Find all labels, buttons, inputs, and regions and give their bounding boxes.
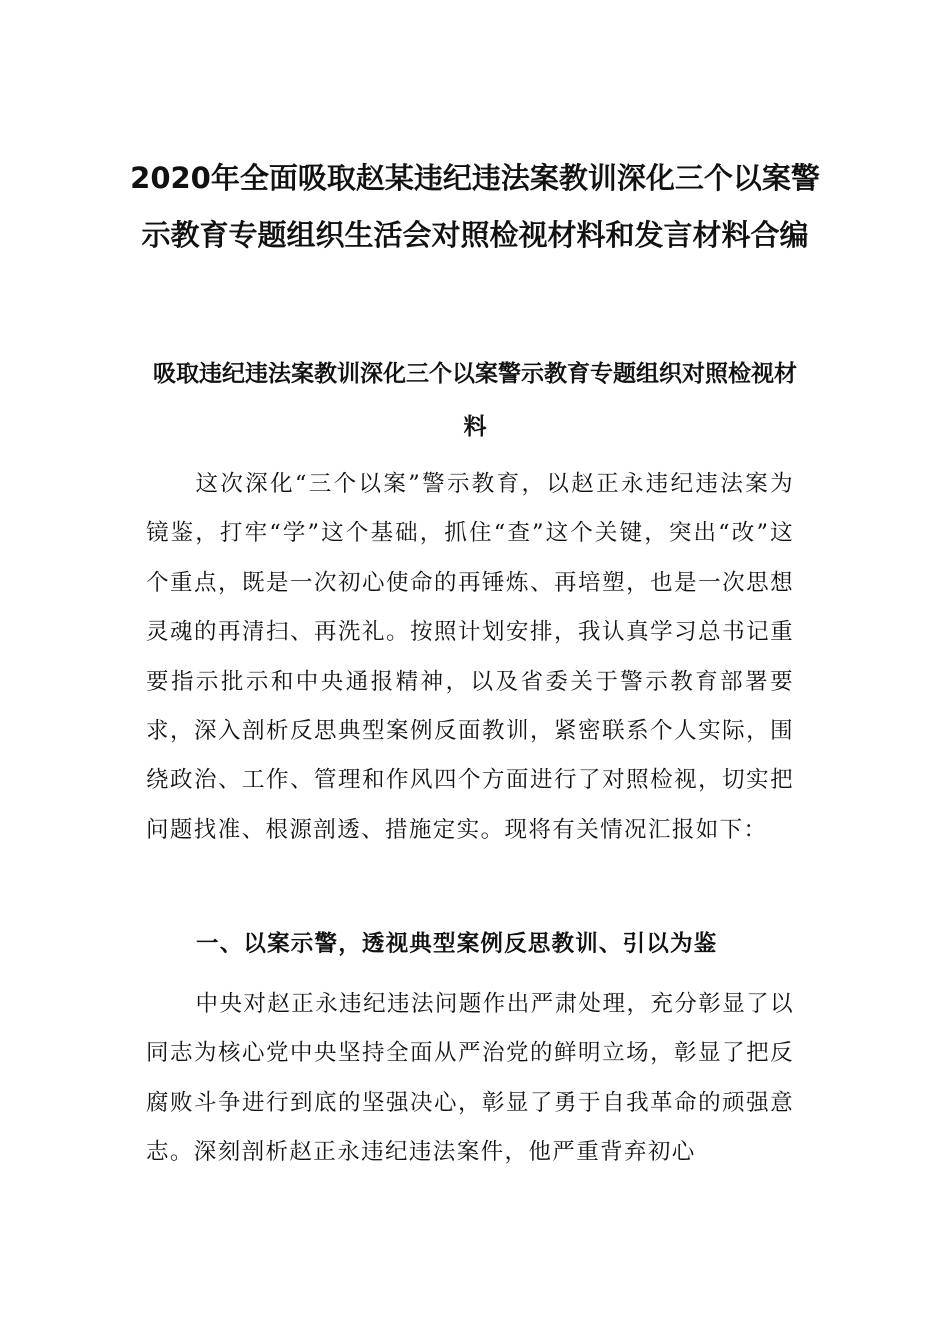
body-paragraph-section-1: 中央对赵正永违纪违法问题作出严肃处理，充分彰显了以同志为核心党中央坚持全面从严治党的鲜明立场，彰显了把反腐败斗争进行到底的坚强决心，彰显了勇于自我革命的顽强意志。深刻剖析赵正永违纪违法案件，他严重背弃初心: [146, 991, 794, 1166]
document-main-title: 2020年全面吸取赵某违纪违法案教训深化三个以案警示教育专题组织生活会对照检视材料和发言材料合编: [130, 161, 820, 252]
body-paragraph-intro: 这次深化“三个以案”警示教育，以赵正永违纪违法案为镜鉴，打牢“学”这个基础，抓住“查”这个关键，突出“改”这个重点，既是一次初心使命的再锤炼、再培塑，也是一次思想灵魂的再清扫、再洗礼。按照计划安排，我认真学习总书记重要指示批示和中央通报精神，以及省委关于警示教育部署要求，深入剖析反思典型案例反面教训，紧密联系个人实际，围绕政治、工作、管理和作风四个方面进行了对照检视，切实把问题找准、根源剖透、措施定实。现将有关情况汇报如下：: [146, 471, 794, 843]
document-sub-title: 吸取违纪违法案教训深化三个以案警示教育专题组织对照检视材料: [153, 361, 797, 440]
section-heading-1: 一、以案示警，透视典型案例反思教训、引以为鉴: [196, 931, 718, 957]
